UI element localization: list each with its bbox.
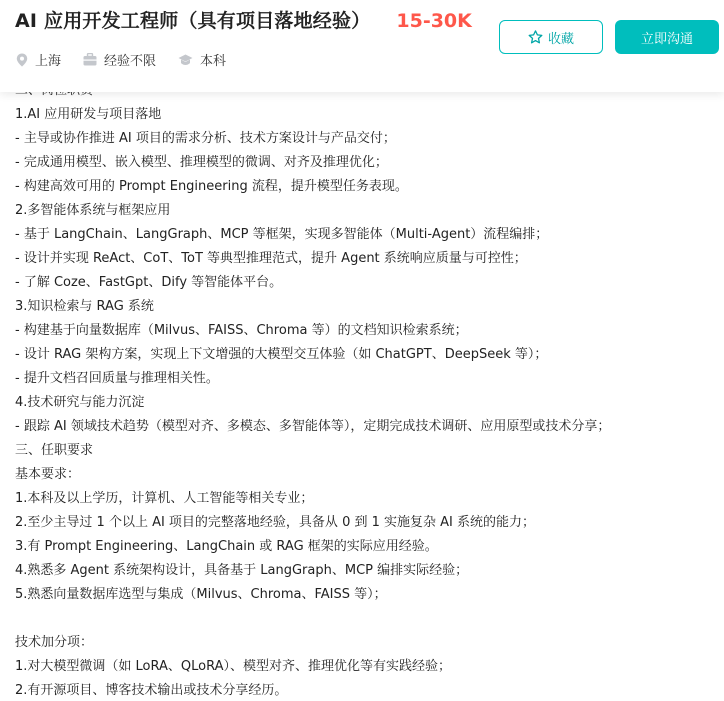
desc-line: 基本要求： <box>15 467 81 482</box>
desc-line: 4.技术研究与能力沉淀 <box>15 395 145 410</box>
title-row <box>15 6 472 33</box>
desc-line: - 构建高效可用的 Prompt Engineering 流程，提升模型任务表现。 <box>15 179 408 194</box>
desc-blank-line <box>15 607 715 631</box>
briefcase-icon <box>83 53 97 66</box>
favorite-button[interactable] <box>499 20 603 54</box>
desc-line: 三、任职要求 <box>15 443 94 458</box>
job-meta <box>16 50 248 69</box>
desc-line: 2.有开源项目、博客技术输出或技术分享经历。 <box>15 683 288 698</box>
job-description <box>15 79 715 701</box>
salary: 15-30K <box>396 10 472 32</box>
desc-line: 3.有 Prompt Engineering、LangChain 或 RAG 框架的实际应用经验。 <box>15 539 438 554</box>
location-pin-icon <box>16 53 28 67</box>
experience-text: 经验不限 <box>104 54 157 69</box>
job-title: AI 应用开发工程师（具有项目落地经验） <box>15 10 371 32</box>
chat-now-label: 立即沟通 <box>640 31 693 47</box>
desc-line: - 了解 Coze、FastGpt、Dify 等智能体平台。 <box>15 275 283 290</box>
desc-line: - 主导或协作推进 AI 项目的需求分析、技术方案设计与产品交付； <box>15 131 396 146</box>
desc-line: 1.本科及以上学历，计算机、人工智能等相关专业； <box>15 491 314 506</box>
desc-line: - 基于 LangChain、LangGraph、MCP 等框架，实现多智能体（Multi-Agent）流程编排； <box>15 227 549 242</box>
desc-line: 2.多智能体系统与框架应用 <box>15 203 171 218</box>
desc-line: 5.熟悉向量数据库选型与集成（Milvus、Chroma、FAISS 等）； <box>15 587 387 602</box>
desc-line: 1.对大模型微调（如 LoRA、QLoRA）、模型对齐、推理优化等有实践经验； <box>15 659 452 674</box>
desc-line: - 设计并实现 ReAct、CoT、ToT 等典型推理范式，提升 Agent 系统响应质量与可控性； <box>15 251 527 266</box>
desc-line: - 设计 RAG 架构方案，实现上下文增强的大模型交互体验（如 ChatGPT、DeepSeek 等）； <box>15 347 548 362</box>
favorite-label: 收藏 <box>547 31 574 47</box>
desc-line: 技术加分项： <box>15 635 94 650</box>
desc-line: - 提升文档召回质量与推理相关性。 <box>15 371 219 386</box>
meta-location <box>16 50 61 69</box>
desc-line: 1.AI 应用研发与项目落地 <box>15 107 162 122</box>
desc-line: 3.知识检索与 RAG 系统 <box>15 299 154 314</box>
location-text: 上海 <box>35 54 62 69</box>
meta-education <box>178 50 226 69</box>
star-icon <box>528 30 543 44</box>
desc-line: 4.熟悉多 Agent 系统架构设计，具备基于 LangGraph、MCP 编排实际经验； <box>15 563 469 578</box>
desc-line: 2.至少主导过 1 个以上 AI 项目的完整落地经验，具备从 0 到 1 实施复杂 AI 系统的能力； <box>15 515 535 530</box>
desc-line: - 跟踪 AI 领域技术趋势（模型对齐、多模态、多智能体等），定期完成技术调研、应用原型或技术分享； <box>15 419 611 434</box>
meta-experience <box>83 50 156 69</box>
job-header <box>0 0 724 92</box>
graduation-cap-icon <box>178 54 193 66</box>
chat-now-button[interactable] <box>615 20 719 54</box>
desc-line: - 构建基于向量数据库（Milvus、FAISS、Chroma 等）的文档知识检索系统； <box>15 323 468 338</box>
education-text: 本科 <box>200 54 227 69</box>
desc-line: - 完成通用模型、嵌入模型、推理模型的微调、对齐及推理优化； <box>15 155 388 170</box>
